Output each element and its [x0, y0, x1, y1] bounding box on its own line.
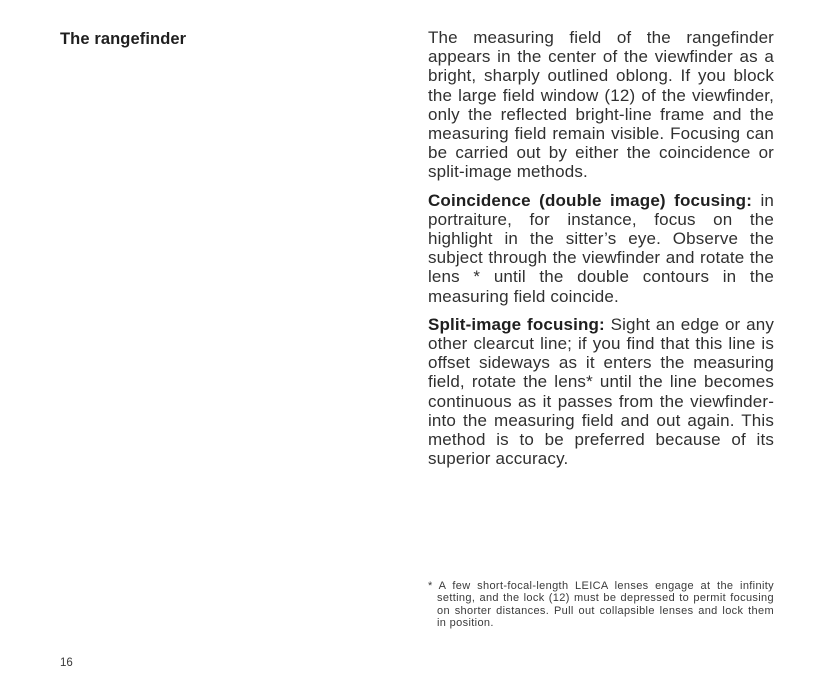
section-heading: The rangefinder: [60, 30, 187, 48]
split-image-run-in-heading: Split-image focusing:: [428, 314, 605, 334]
footnote: [428, 580, 774, 629]
footnote-text: * A few short-focal-length LEICA lenses engage at the infinity setting, and the lock (12) must be depressed to permit focusing on shorter distances. Pull out collapsible lenses and lock them in position.: [428, 580, 774, 629]
intro-paragraph: The measuring field of the rangefinder appears in the center of the viewfinder as a bright, sharply outlined oblong. If you block the large field window (12) of the viewfinder, only the reflected bright-line frame and the measuring field remain visible. Focusing can be carried out by either the coincidence or split-image methods.: [428, 28, 774, 182]
split-image-text: Sight an edge or any other clearcut line; if you find that this line is offset sideways as it enters the measuring field, rotate the lens* until the line becomes continuous as it passes from the viewfinder- into the measuring field and out again. This method is to be preferred because of its superior accuracy.: [428, 314, 774, 469]
page-number: 16: [60, 657, 73, 669]
body-text-column: [428, 28, 774, 477]
coincidence-run-in-heading: Coincidence (double image) focusing:: [428, 190, 753, 210]
coincidence-text: in portraiture, for instance, focus on the highlight in the sitter’s eye. Observe the subject through the viewfinder and rotate the lens * until the double contours in the measuring field coincide.: [428, 190, 775, 306]
coincidence-paragraph: [428, 191, 774, 306]
split-image-paragraph: [428, 315, 774, 469]
